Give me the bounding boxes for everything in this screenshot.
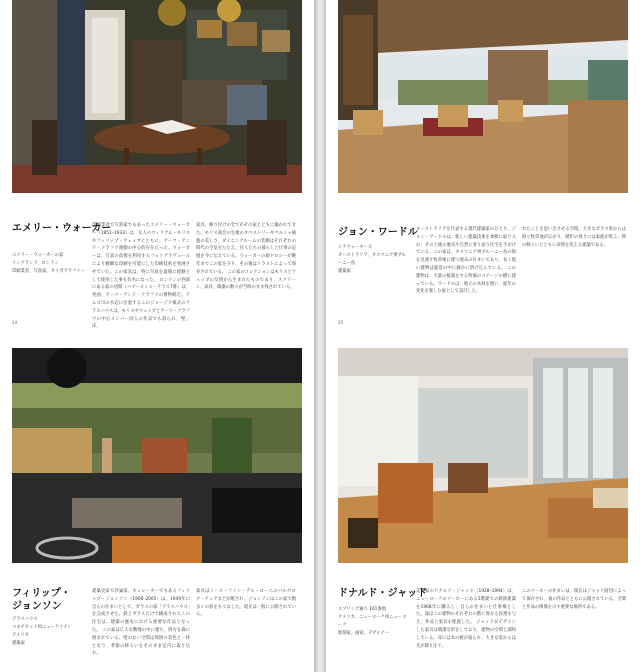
glass-house-interior-photo xyxy=(12,348,302,563)
body-paragraph: 印刷業者で写真家でもあったエメリー・ウォーカー（1851–1933）は、友人のウィリアム・モリスやフィリップ・ウェッブとともに、アーツ・アンド・クラフツ運動の中心的存在だった。ウォーカーは、写真の負像を利用するフォトグラヴュールにより精緻な印刷を可能にした印刷技術を発展させていた。この家具は、特に写真を最後に経験として使用した事も有名になった。 xyxy=(92,223,190,283)
section-meta: グラスハウス コネチカット州ニューケイナン アメリカ 建築家 xyxy=(12,617,72,646)
body-column xyxy=(92,222,191,330)
body-column xyxy=(416,226,516,324)
body-paragraph: このソーホーの住まいは、現在はジャッド財団によって保存され、彼の作品とともに公開されている。空間と作品の関係を示す重要な場所である。 xyxy=(522,589,626,610)
wardle-house-interior-photo xyxy=(338,0,628,193)
body-column xyxy=(196,588,296,670)
body-paragraph: れたことを思い出させる空間。大きなガラス窓からは海と牧草地が広がり、暖炉の周りには家族が集う。時の移ろいとともに表情を変える建築である。 xyxy=(522,227,626,248)
book-gutter xyxy=(314,0,326,672)
left-page xyxy=(0,0,314,672)
body-column xyxy=(522,226,626,324)
section-name: ジョン・ワードル xyxy=(338,227,418,238)
page-number: 25 xyxy=(338,320,344,325)
body-paragraph: この家のコレクションはモリスとウェッブの友情から生まれたものであり、スクリーン、家具、陶器の数々が当時のまま残されている。 xyxy=(196,269,296,291)
right-page xyxy=(326,0,640,672)
body-paragraph: 家具、飾り付けの全てがその家とともに築かれてきた。モリス商会の生地のタペストリーやペルシャ絨毯の美しさ、ダイニングルームの装飾はそれぞれの時代の空気をたたえ、住人たちの暮らしと仕事の記憶を今に伝えている。ウォーカーの娘ドロシーが晩年までこの家を守り、その後はトラストによって保存されている。 xyxy=(196,223,296,275)
body-paragraph: 家具はミース・ファン・デル・ローエのバルセロナ・チェアなどが配され、ジョンソンはこの家で数多くの客をもてなした。現在は一般に公開されている。 xyxy=(196,589,296,618)
body-column xyxy=(416,588,516,670)
section-name: ドナルド・ジャッド xyxy=(338,588,428,599)
body-paragraph: ロンドンの西部にある家の居間（ハマースミス・テラス7番）は、英国、アーツ・アンド・クラフツの博物館だ。テムズ川の水辺に位置するこのジョージア様式のテラスハウスは、モリスやウェッブとアーツ・クラフツの中心メンバー同人の作品でも彩られ、壁、床、 xyxy=(92,277,191,330)
body-paragraph: 建築史家で評論家、キュレーターでもあるフィリップ・ジョンソン（1906–2005）は、1949年に自らの住まいとして、ガラスの家「グラスハウス」を完成させた。鉄とガラスだけで構成されたこの住宅は、建築の歴史における重要な作品となった。 xyxy=(92,589,190,633)
page-number: 14 xyxy=(12,320,18,325)
body-paragraph: 美術家のドナルド・ジャッド（1928–1994）は、ニューヨークのソーホーにある5階建ての鋳鉄建築を1968年に購入し、自らの住まいと仕事場とした。彼はこの建物のそれぞれの階に異なる役割を与え、作品と家具を配置した。 xyxy=(416,589,516,626)
section-meta: スプリング通り 101番地 アメリカ、ニューヨーク州ニューヨーク 彫刻家、画家、デザイナー xyxy=(338,607,407,636)
body-paragraph: この建物は、大量の植栽をする牧場のコテージの横に建っている。ワードルは、地元の木材を使い、経年の変化を楽しむ家として設計した。 xyxy=(416,265,517,295)
emery-walker-interior-photo xyxy=(12,0,302,193)
body-column xyxy=(522,588,626,670)
body-paragraph: ジャッドがデザインした家具は簡潔な形をしており、建物の空間と調和している。床には木の板が張られ、大きな窓からは光が降り注ぐ。 xyxy=(416,620,516,649)
section-name: エメリー・ウォーカー xyxy=(12,223,112,234)
body-column xyxy=(196,222,296,320)
section-meta: シアウォーターズ オーストラリア、タスマニア州ブルーニー島 建築家 xyxy=(338,245,406,274)
section-meta: エメリー・ウォーカーの家 イングランド、ロンドン 印刷業者、写真家、タイポグラファー xyxy=(12,253,85,274)
judd-loft-interior-photo xyxy=(338,348,628,563)
section-name: フィリップ・ ジョンソン xyxy=(12,588,71,612)
body-paragraph: オーストラリアを代表する現代建築家のひとり、ジョン・ワードルは、新しい建築技術を柔軟に取り入れ、その土地の歴史や自然に寄り添う住宅を手がけている。この家は、タスマニア州ブルーニー島の海を見渡す牧草地に建つ週末の住まいであり、長く低い建物は風景の中に静かに溶け込んでいる。 xyxy=(416,227,516,271)
body-column xyxy=(92,588,190,670)
body-paragraph: この家は広大な敷地の中に建ち、四方を森に囲まれている。壁のない空間は周囲の景色と一体となり、季節の移ろいをそのまま室内に取り込む。 xyxy=(92,627,191,657)
